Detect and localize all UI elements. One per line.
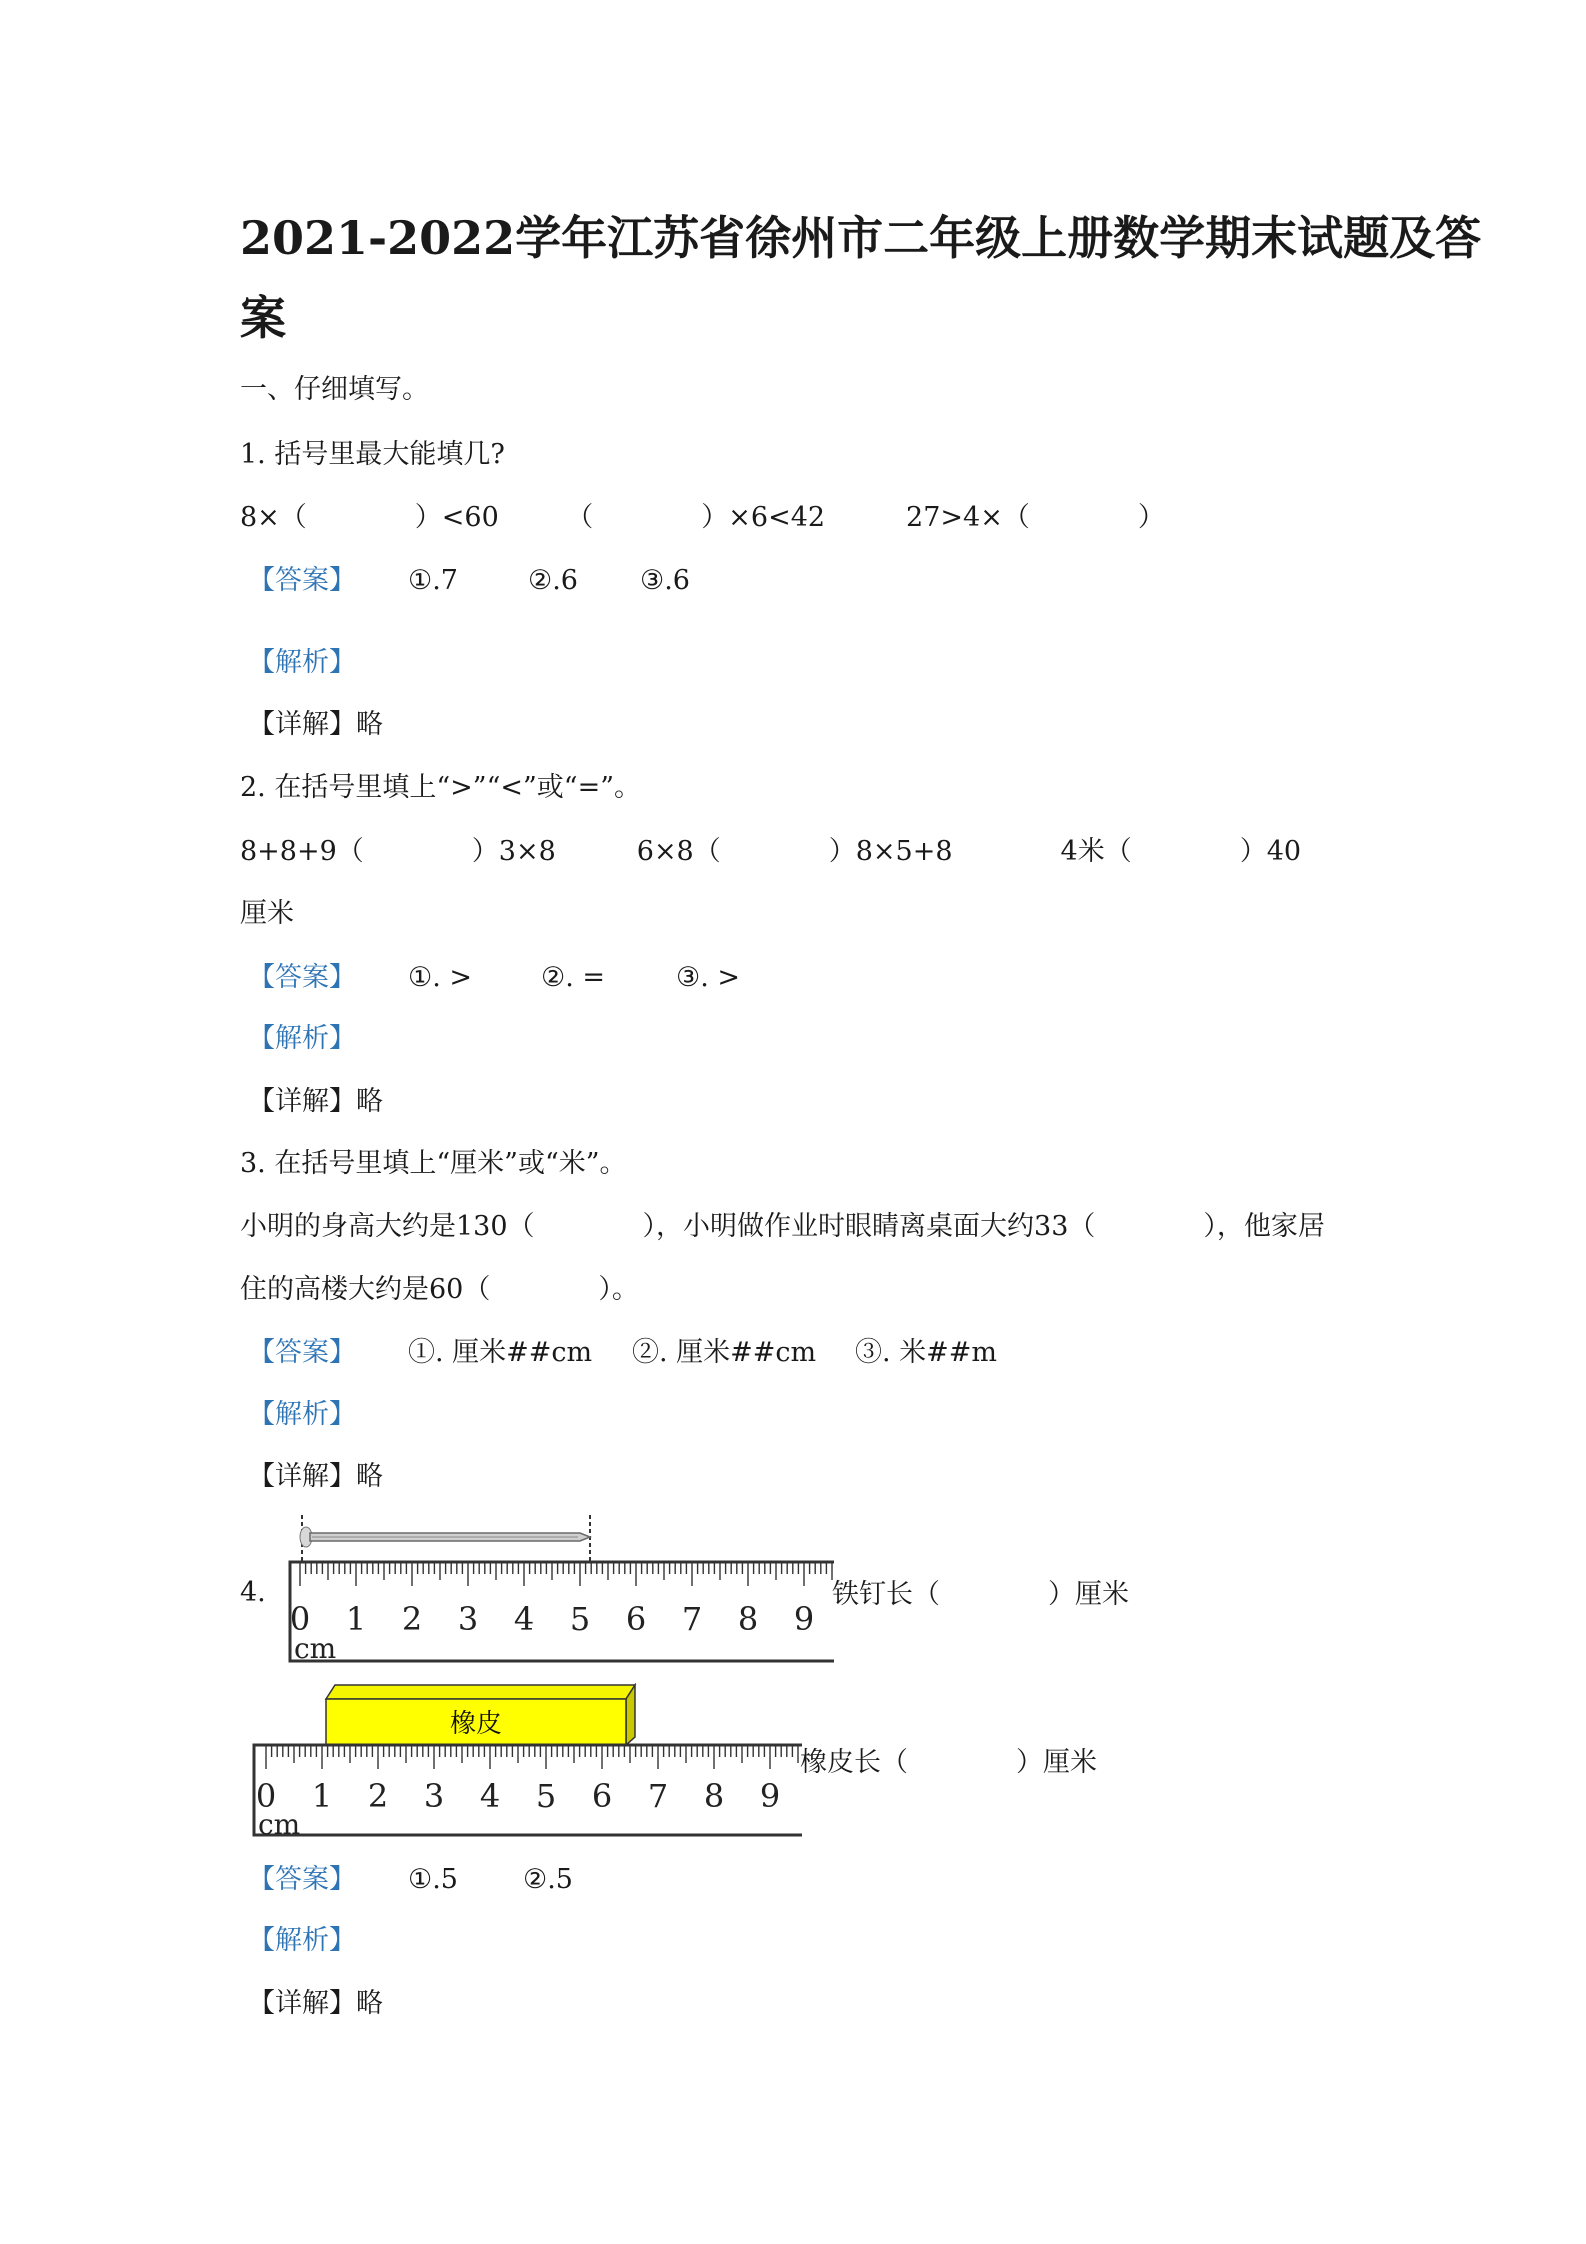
ruler-number: 5 <box>535 1777 557 1815</box>
q2-answer-2: ②. = <box>541 962 605 993</box>
ruler-number: 8 <box>737 1600 759 1638</box>
q3-line1: 小明的身高大约是130（ ），小明做作业时眼睛离桌面大约33（ ），他家居 <box>240 1211 1325 1242</box>
nail-icon <box>300 1527 590 1547</box>
q2-line1: 8+8+9（ ）3×8 6×8（ ）8×5+8 4米（ ）40 <box>240 836 1302 867</box>
ruler-number: 6 <box>625 1600 647 1638</box>
q4-eraser-text: 橡皮长（ ）厘米 <box>800 1747 1097 1778</box>
q4-answer-2: ②.5 <box>523 1864 573 1895</box>
ruler-number: 1 <box>345 1600 367 1638</box>
ruler-number: 7 <box>647 1777 669 1815</box>
ruler-number: 3 <box>457 1600 479 1638</box>
q1-answer-2: ②.6 <box>528 565 578 596</box>
eraser-icon <box>326 1685 635 1745</box>
q1-analysis-tag: 【解析】 <box>248 647 356 678</box>
q2-detail: 【详解】略 <box>248 1086 383 1117</box>
q4-analysis-tag: 【解析】 <box>248 1925 356 1956</box>
q1-answer-1: ①.7 <box>408 565 458 596</box>
q1-text: 1. 括号里最大能填几? <box>240 439 505 470</box>
q3-answer-3: ③. 米##m <box>855 1337 998 1368</box>
q3-detail: 【详解】略 <box>248 1461 383 1492</box>
q3-answer-1: ①. 厘米##cm <box>408 1337 593 1368</box>
ruler-unit: cm <box>258 1808 301 1837</box>
ruler-number: 0 <box>289 1600 311 1638</box>
ruler-number: 3 <box>423 1777 445 1815</box>
q4-nail-text: 铁钉长（ ）厘米 <box>832 1579 1129 1610</box>
q4-answer-1: ①.5 <box>408 1864 458 1895</box>
q3-answer-tag: 【答案】 <box>248 1337 356 1368</box>
q1-answer-tag: 【答案】 <box>248 565 356 596</box>
ruler-number: 8 <box>703 1777 725 1815</box>
q1-answer-3: ③.6 <box>640 565 690 596</box>
q1-detail: 【详解】略 <box>248 709 383 740</box>
ruler-number: 4 <box>479 1777 501 1815</box>
section-heading: 一、仔细填写。 <box>240 374 429 405</box>
nail-ruler-figure <box>282 1515 834 1663</box>
eraser-ruler-figure <box>248 1683 802 1837</box>
eraser-label: 橡皮 <box>449 1709 503 1739</box>
q2-answer-1: ①. > <box>408 962 472 993</box>
q2-analysis-tag: 【解析】 <box>248 1023 356 1054</box>
ruler-number: 4 <box>513 1600 535 1638</box>
ruler-number: 6 <box>591 1777 613 1815</box>
q3-analysis-tag: 【解析】 <box>248 1399 356 1430</box>
ruler-number: 5 <box>569 1600 591 1638</box>
q2-text: 2. 在括号里填上“>”“<”或“=”。 <box>240 772 642 803</box>
doc-title-line1: 2021-2022学年江苏省徐州市二年级上册数学期末试题及答 <box>240 211 1482 265</box>
q3-line2: 住的高楼大约是60（ ）。 <box>240 1274 639 1305</box>
ruler-number: 2 <box>401 1600 423 1638</box>
q2-line2: 厘米 <box>240 898 294 929</box>
q2-answer-tag: 【答案】 <box>248 962 356 993</box>
q2-answer-3: ③. > <box>676 962 740 993</box>
ruler-number: 2 <box>367 1777 389 1815</box>
q1-line: 8×（ ）<60 （ ）×6<42 27>4×（ ） <box>240 502 1165 533</box>
q3-text: 3. 在括号里填上“厘米”或“米”。 <box>240 1148 627 1179</box>
doc-title-line2: 案 <box>240 291 286 345</box>
q4-detail: 【详解】略 <box>248 1988 383 2019</box>
ruler-number: 1 <box>311 1777 333 1815</box>
ruler-unit: cm <box>294 1632 337 1663</box>
ruler-number: 9 <box>759 1777 781 1815</box>
q4-number: 4. <box>240 1577 266 1608</box>
ruler-number: 0 <box>255 1777 277 1815</box>
q3-answer-2: ②. 厘米##cm <box>632 1337 817 1368</box>
q4-answer-tag: 【答案】 <box>248 1864 356 1895</box>
ruler-number: 9 <box>793 1600 815 1638</box>
ruler-number: 7 <box>681 1600 703 1638</box>
